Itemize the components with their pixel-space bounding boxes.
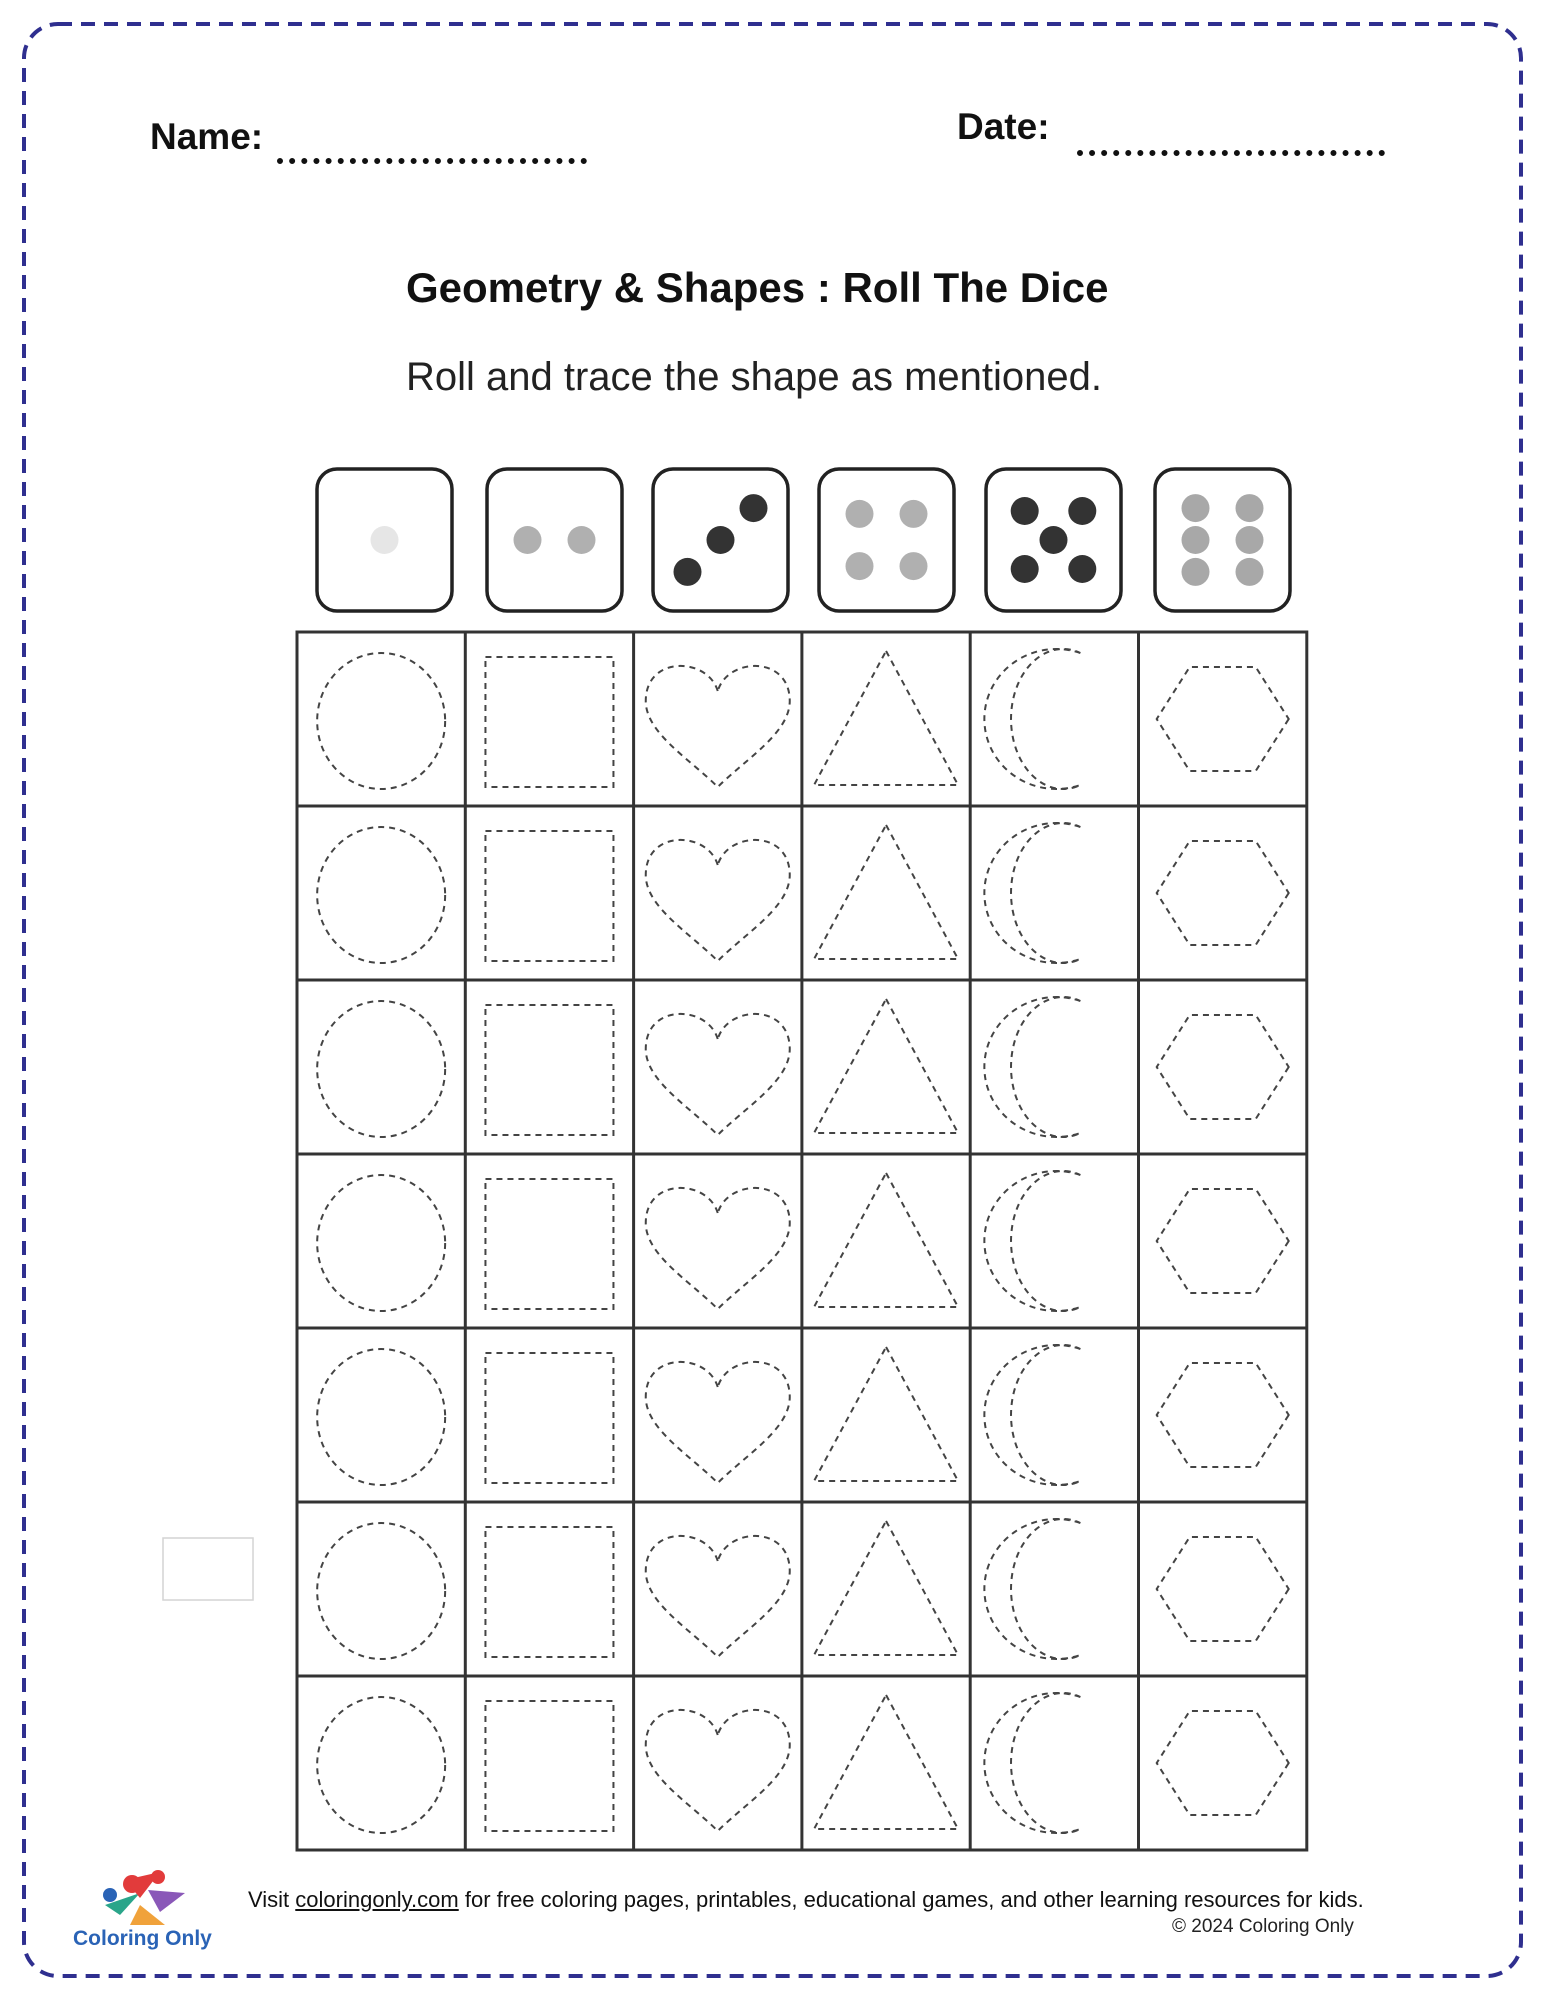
grid-cell-hexagon [1157, 667, 1289, 771]
grid-cell-crescent-moon [984, 1693, 1080, 1833]
worksheet-instruction: Roll and trace the shape as mentioned. [406, 355, 1102, 399]
die-2 [487, 469, 622, 611]
grid-cell-hexagon [1157, 1537, 1289, 1641]
grid-cell-crescent-moon [984, 649, 1080, 789]
die-5 [986, 469, 1121, 611]
die-6 [1155, 469, 1290, 611]
die-pip [1011, 497, 1039, 525]
date-label: Date: [957, 106, 1050, 147]
die-pip [1011, 555, 1039, 583]
grid-cell-square [485, 657, 613, 787]
die-pip [1236, 558, 1264, 586]
heart-outline [646, 1536, 790, 1657]
die-3 [653, 469, 788, 611]
triangle-outline [814, 1347, 958, 1481]
grid-cell-crescent-moon [984, 997, 1080, 1137]
grid-cell-circle [317, 827, 445, 963]
footer-visit-suffix: for free coloring pages, printables, educational games, and other learning resources for kids. [458, 1887, 1364, 1912]
blank-box [163, 1538, 253, 1600]
die-4 [819, 469, 954, 611]
square-outline [485, 1527, 613, 1657]
hexagon-outline [1157, 1363, 1289, 1467]
grid-cell-circle [317, 1523, 445, 1659]
die-pip [1182, 494, 1210, 522]
grid-cell-square [485, 1701, 613, 1831]
triangle-outline [814, 651, 958, 785]
triangle-outline [814, 999, 958, 1133]
site-link[interactable]: coloringonly.com [295, 1887, 459, 1912]
triangle-outline [814, 1695, 958, 1829]
worksheet-title: Geometry & Shapes : Roll The Dice [406, 264, 1109, 311]
die-face [1155, 469, 1290, 611]
die-pip [1182, 558, 1210, 586]
die-face [819, 469, 954, 611]
grid-cell-heart [646, 1710, 790, 1831]
grid-cell-hexagon [1157, 1711, 1289, 1815]
hexagon-outline [1157, 1711, 1289, 1815]
hexagon-outline [1157, 1537, 1289, 1641]
die-pip [1236, 494, 1264, 522]
grid-cell-circle [317, 653, 445, 789]
hexagon-outline [1157, 1015, 1289, 1119]
die-pip [900, 500, 928, 528]
die-pip [674, 558, 702, 586]
triangle-outline [814, 1521, 958, 1655]
grid-cell-hexagon [1157, 1363, 1289, 1467]
grid-cell-crescent-moon [984, 823, 1080, 963]
crescent-moon-outline [984, 649, 1080, 789]
die-pip [846, 500, 874, 528]
grid-cell-circle [317, 1001, 445, 1137]
grid-cell-crescent-moon [984, 1519, 1080, 1659]
hexagon-outline [1157, 667, 1289, 771]
grid-cell-heart [646, 840, 790, 961]
square-outline [485, 1005, 613, 1135]
shape-grid [297, 632, 1307, 1850]
grid-cell-heart [646, 1014, 790, 1135]
footer-text [248, 1885, 1418, 1915]
heart-outline [646, 840, 790, 961]
grid-cell-square [485, 1527, 613, 1657]
heart-outline [646, 1014, 790, 1135]
grid-cell-crescent-moon [984, 1171, 1080, 1311]
die-pip [514, 526, 542, 554]
crescent-moon-outline [984, 1345, 1080, 1485]
die-pip [568, 526, 596, 554]
crescent-moon-outline [984, 997, 1080, 1137]
crescent-moon-outline [984, 1171, 1080, 1311]
heart-outline [646, 1710, 790, 1831]
die-pip [740, 494, 768, 522]
dice-row [317, 469, 1290, 611]
grid-cell-heart [646, 1188, 790, 1309]
grid-cell-square [485, 1005, 613, 1135]
die-pip [1068, 497, 1096, 525]
die-pip [371, 526, 399, 554]
brand-name: Coloring Only [73, 1927, 212, 1950]
heart-outline [646, 1362, 790, 1483]
name-label: Name: [150, 116, 264, 157]
grid-cell-heart [646, 1536, 790, 1657]
grid-cell-triangle [814, 651, 958, 785]
footer-visit-prefix: Visit [248, 1887, 296, 1912]
circle-outline [317, 827, 445, 963]
die-1 [317, 469, 452, 611]
grid-cell-hexagon [1157, 841, 1289, 945]
circle-outline [317, 1697, 445, 1833]
die-pip [707, 526, 735, 554]
grid-cell-triangle [814, 1347, 958, 1481]
die-pip [846, 552, 874, 580]
die-pip [1236, 526, 1264, 554]
grid-cell-square [485, 1179, 613, 1309]
triangle-outline [814, 1173, 958, 1307]
circle-outline [317, 1001, 445, 1137]
grid-cell-circle [317, 1349, 445, 1485]
grid-cell-heart [646, 1362, 790, 1483]
grid-cell-hexagon [1157, 1189, 1289, 1293]
die-face [487, 469, 622, 611]
coloring-only-logo-icon [103, 1870, 185, 1925]
heart-outline [646, 1188, 790, 1309]
name-line[interactable] [277, 158, 587, 164]
triangle-outline [814, 825, 958, 959]
crescent-moon-outline [984, 823, 1080, 963]
die-pip [1040, 526, 1068, 554]
hexagon-outline [1157, 841, 1289, 945]
square-outline [485, 1179, 613, 1309]
hexagon-outline [1157, 1189, 1289, 1293]
square-outline [485, 1701, 613, 1831]
square-outline [485, 1353, 613, 1483]
crescent-moon-outline [984, 1693, 1080, 1833]
grid-cell-hexagon [1157, 1015, 1289, 1119]
page-border [24, 24, 1521, 1976]
grid-cell-triangle [814, 825, 958, 959]
date-line[interactable] [1077, 150, 1385, 156]
square-outline [485, 657, 613, 787]
die-pip [900, 552, 928, 580]
grid-cell-circle [317, 1697, 445, 1833]
grid-cell-triangle [814, 999, 958, 1133]
grid-cell-triangle [814, 1173, 958, 1307]
die-pip [1182, 526, 1210, 554]
grid-cell-triangle [814, 1695, 958, 1829]
heart-outline [646, 666, 790, 787]
crescent-moon-outline [984, 1519, 1080, 1659]
grid-cell-crescent-moon [984, 1345, 1080, 1485]
circle-outline [317, 653, 445, 789]
grid-cell-triangle [814, 1521, 958, 1655]
circle-outline [317, 1175, 445, 1311]
square-outline [485, 831, 613, 961]
circle-outline [317, 1349, 445, 1485]
grid-cell-square [485, 831, 613, 961]
grid-cell-circle [317, 1175, 445, 1311]
grid-cell-square [485, 1353, 613, 1483]
die-pip [1068, 555, 1096, 583]
copyright: © 2024 Coloring Only [1172, 1916, 1354, 1937]
grid-cell-heart [646, 666, 790, 787]
circle-outline [317, 1523, 445, 1659]
